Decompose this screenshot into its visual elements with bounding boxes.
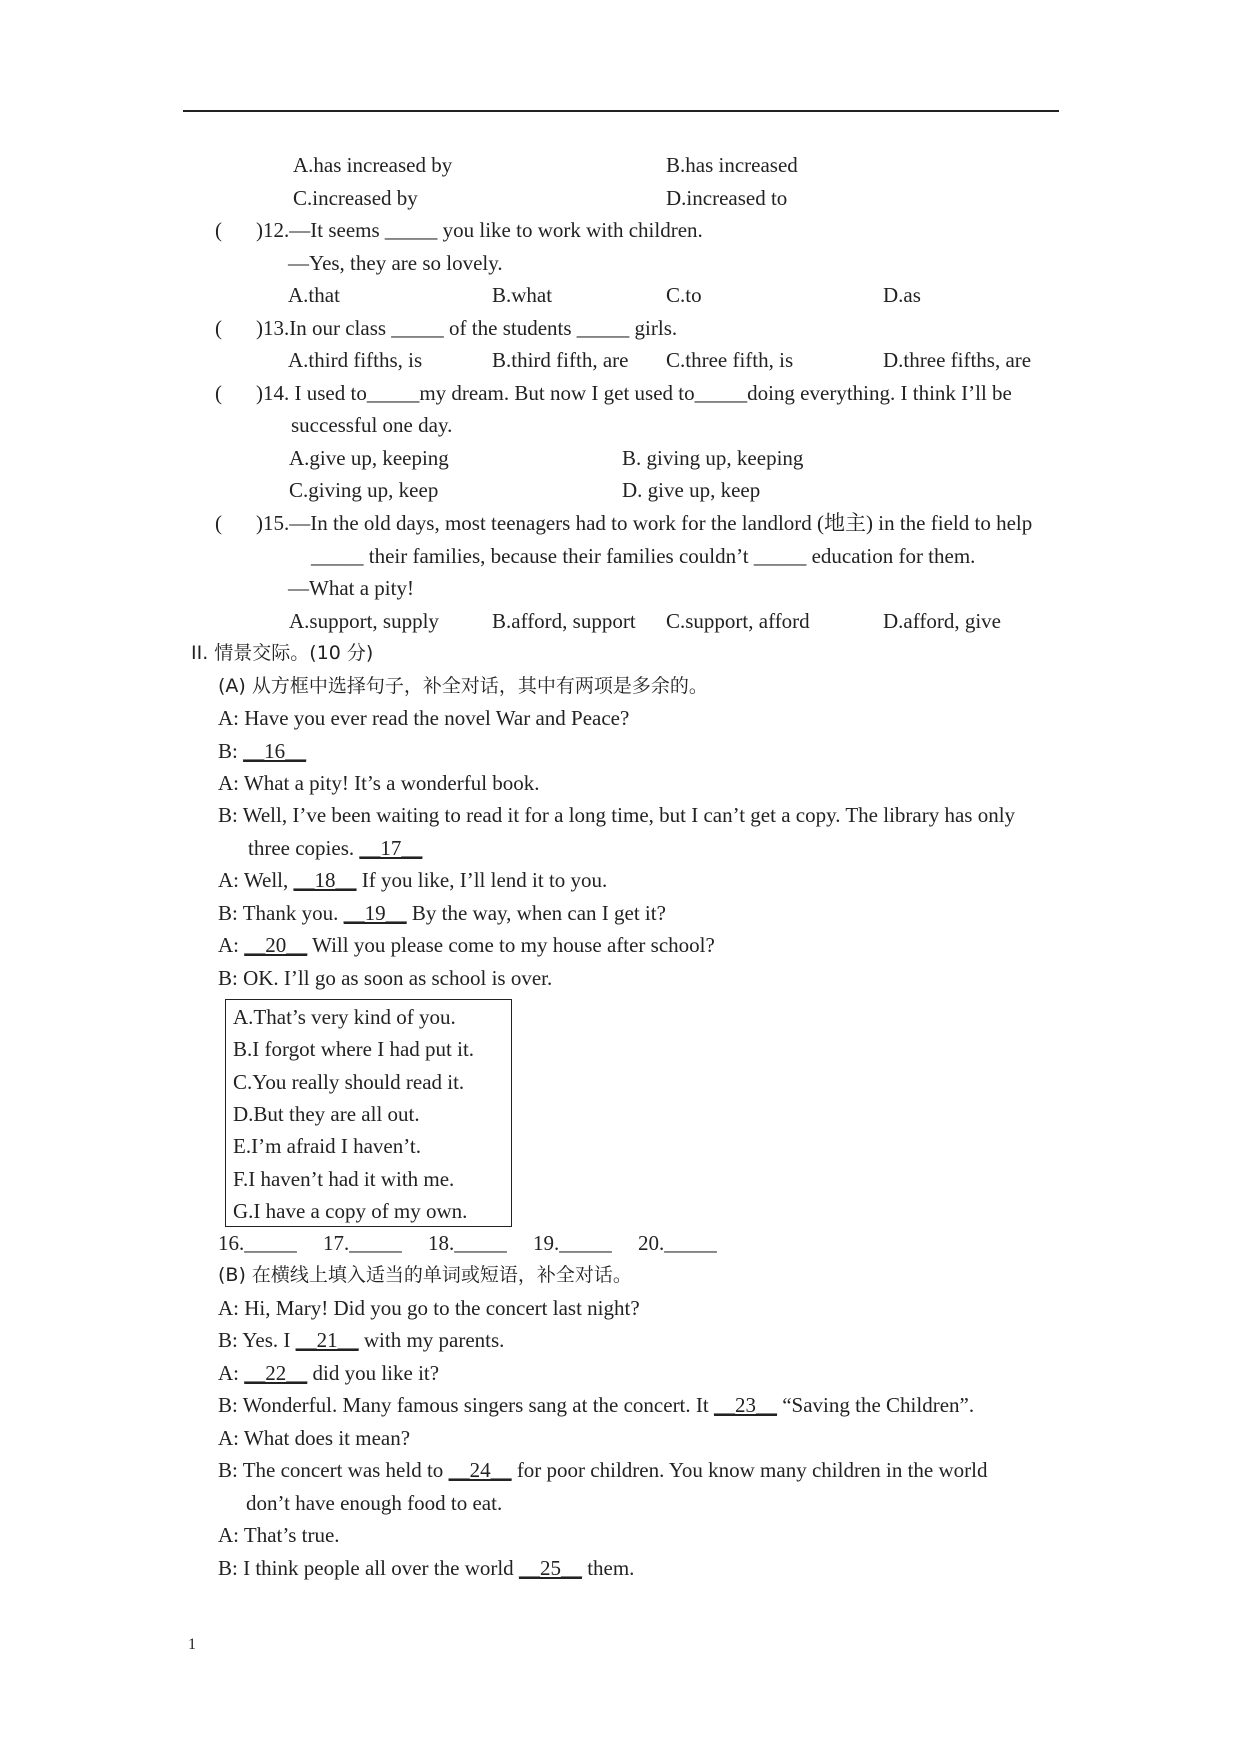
q11-option-a: A.has increased by	[293, 153, 453, 177]
q13-option-a: A.third fifths, is	[288, 348, 423, 372]
q11-option-b: B.has increased	[666, 153, 798, 177]
answer-blank[interactable]: __24__	[448, 1458, 512, 1482]
q11-option-d: D.increased to	[666, 186, 788, 210]
dialogue-line: A: Well, __18__ If you like, I’ll lend it to you.	[218, 868, 608, 892]
answer-line[interactable]: 16._____ 17._____ 18._____ 19._____ 20._____	[218, 1231, 717, 1255]
q14-answer-paren: (	[215, 381, 222, 405]
box-option: C.You really should read it.	[233, 1070, 465, 1094]
q13-option-b: B.third fifth, are	[492, 348, 629, 372]
q14-stem-continued: successful one day.	[291, 413, 453, 437]
q14-option-a: A.give up, keeping	[289, 446, 449, 470]
q12-option-b: B.what	[492, 283, 553, 307]
dialogue-line: B: Well, I’ve been waiting to read it for a long time, but I can’t get a copy. The library has only	[218, 803, 1016, 827]
dialogue-line: A: __20__ Will you please come to my house after school?	[218, 933, 715, 957]
answer-blank[interactable]: __20__	[244, 933, 308, 957]
q15-stem-continued: _____ their families, because their families couldn’t _____ education for them.	[311, 544, 976, 568]
q12-option-a: A.that	[288, 283, 340, 307]
dialogue-line: B: OK. I’ll go as soon as school is over.	[218, 966, 553, 990]
q12-option-c: C.to	[666, 283, 702, 307]
box-option: A.That’s very kind of you.	[233, 1005, 456, 1029]
box-option: F.I haven’t had it with me.	[233, 1167, 455, 1191]
q13-option-d: D.three fifths, are	[883, 348, 1032, 372]
q15-stem: )15.—In the old days, most teenagers had to work for the landlord (地主) in the field to help	[256, 511, 1033, 535]
part-a-instruction: (A) 从方框中选择句子，补全对话，其中有两项是多余的。	[218, 675, 708, 697]
q13-stem: )13.In our class _____ of the students _____ girls.	[256, 316, 678, 340]
q15-reply: —What a pity!	[288, 576, 414, 600]
q13-option-c: C.three fifth, is	[666, 348, 794, 372]
dialogue-line: B: __16__	[218, 739, 307, 763]
dialogue-line: three copies. __17__	[248, 836, 423, 860]
q15-option-d: D.afford, give	[883, 609, 1001, 633]
dialogue-line: B: Thank you. __19__ By the way, when can I get it?	[218, 901, 666, 925]
q13-answer-paren: (	[215, 316, 222, 340]
q15-option-c: C.support, afford	[666, 609, 810, 633]
q12-option-d: D.as	[883, 283, 921, 307]
dialogue-line: A: Have you ever read the novel War and Peace?	[218, 706, 630, 730]
answer-blank[interactable]: __21__	[295, 1328, 359, 1352]
header-rule	[183, 110, 1059, 112]
answer-blank[interactable]: __23__	[713, 1393, 777, 1417]
box-option: E.I’m afraid I haven’t.	[233, 1134, 421, 1158]
section-heading: II. 情景交际。(10 分)	[191, 642, 374, 664]
dialogue-line: don’t have enough food to eat.	[246, 1491, 503, 1515]
q14-option-b: B. giving up, keeping	[622, 446, 804, 470]
answer-blank[interactable]: __18__	[293, 868, 357, 892]
q15-option-a: A.support, supply	[289, 609, 439, 633]
dialogue-line: B: I think people all over the world __25__ them.	[218, 1556, 635, 1580]
dialogue-line: B: Yes. I __21__ with my parents.	[218, 1328, 505, 1352]
dialogue-line: A: Hi, Mary! Did you go to the concert last night?	[218, 1296, 640, 1320]
q14-stem: )14. I used to_____my dream. But now I get used to_____doing everything. I think I’ll be	[256, 381, 1012, 405]
box-option: G.I have a copy of my own.	[233, 1199, 468, 1223]
q15-option-b: B.afford, support	[492, 609, 636, 633]
answer-blank[interactable]: __25__	[518, 1556, 582, 1580]
dialogue-line: B: The concert was held to __24__ for poor children. You know many children in the world	[218, 1458, 988, 1482]
dialogue-line: A: What a pity! It’s a wonderful book.	[218, 771, 540, 795]
dialogue-line: A: __22__ did you like it?	[218, 1361, 440, 1385]
page-number: 1	[188, 1636, 196, 1653]
q12-stem: )12.—It seems _____ you like to work with children.	[256, 218, 703, 242]
q12-answer-paren: (	[215, 218, 222, 242]
dialogue-line: A: That’s true.	[218, 1523, 340, 1547]
part-b-instruction: (B) 在横线上填入适当的单词或短语，补全对话。	[218, 1264, 632, 1286]
answer-blank[interactable]: __19__	[343, 901, 407, 925]
dialogue-line: B: Wonderful. Many famous singers sang at the concert. It __23__ “Saving the Children”.	[218, 1393, 975, 1417]
q11-option-c: C.increased by	[293, 186, 418, 210]
q12-reply: —Yes, they are so lovely.	[288, 251, 503, 275]
answer-blank[interactable]: __16__	[243, 739, 307, 763]
q15-answer-paren: (	[215, 511, 222, 535]
q14-option-c: C.giving up, keep	[289, 478, 439, 502]
box-option: B.I forgot where I had put it.	[233, 1037, 475, 1061]
box-option: D.But they are all out.	[233, 1102, 420, 1126]
q14-option-d: D. give up, keep	[622, 478, 761, 502]
options-box	[225, 999, 512, 1227]
answer-blank[interactable]: __17__	[359, 836, 423, 860]
answer-blank[interactable]: __22__	[244, 1361, 308, 1385]
dialogue-line: A: What does it mean?	[218, 1426, 411, 1450]
